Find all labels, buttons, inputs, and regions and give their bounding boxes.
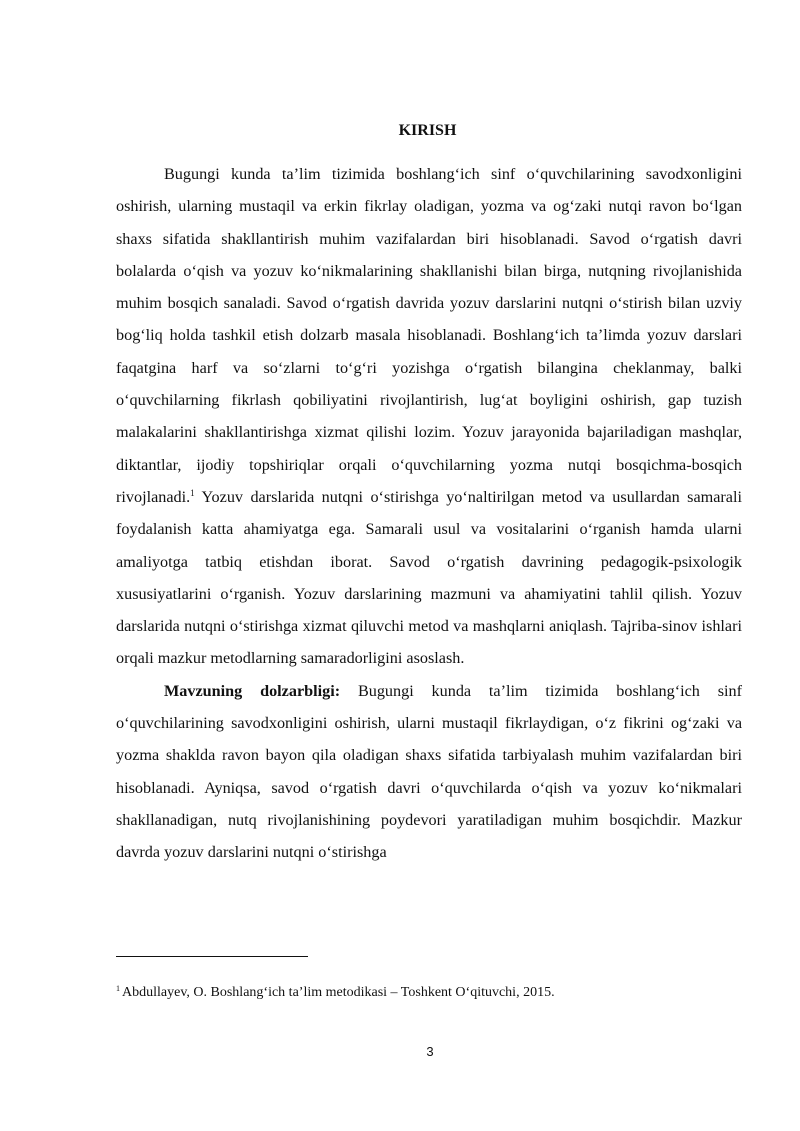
page-number: 3 bbox=[426, 1044, 434, 1059]
footnote-reference[interactable]: 1 bbox=[190, 487, 195, 498]
footnote-text: Abdullayev, O. Boshlang‘ich ta’lim metodikasi – Toshkent O‘qituvchi, 2015. bbox=[122, 985, 555, 1000]
intro-text-continued: Yozuv darslarida nutqni o‘stirishga yo‘naltirilgan metod va usullardan samarali foydalanish katta ahamiyatga ega. Samarali usul va vositalarini o‘rganish hamda ularni amaliyotga tatbiq etishdan iborat. Savod o‘rgatish davrining pedagogik-psixologik xususiyatlarini o‘rganish. Yozuv darslarining mazmuni va ahamiyatini tahlil qilish. Yozuv darslarida nutqni o‘stirishga xizmat qiluvchi metod va mashqlarni aniqlash. Tajriba-sinov ishlari orqali mazkur metodlarning samaradorligini asoslash. bbox=[116, 487, 742, 668]
body-text bbox=[116, 158, 742, 869]
relevance-text: Bugungi kunda ta’lim tizimida boshlang‘ich sinf o‘quvchilarining savodxonligini oshirish, ularni mustaqil fikrlaydigan, o‘z fikrini og‘zaki va yozma shaklda ravon bayon qila oladigan shaxs sifatida tarbiyalash muhim vazifalardan biri hisoblanadi. Ayniqsa, savod o‘rgatish davri o‘quvchilarda o‘qish va yozuv ko‘nikmalari shakllanadigan, nutq rivojlanishining poydevori yaratiladigan muhim bosqichdir. Mazkur davrda yozuv darslarini nutqni o‘stirishga bbox=[116, 681, 742, 862]
section-heading: KIRISH bbox=[398, 122, 457, 139]
intro-paragraph bbox=[116, 158, 742, 675]
footnote-mark: 1 bbox=[116, 984, 120, 993]
footnote-divider bbox=[116, 956, 308, 957]
intro-text: Bugungi kunda ta’lim tizimida boshlang‘ich sinf o‘quvchilarining savodxonligini oshirish, ularning mustaqil va erkin fikrlay oladigan, yozma va og‘zaki nutqi ravon bo‘lgan shaxs sifatida shakllantirish muhim vazifalardan biri hisoblanadi. Savod o‘rgatish davri bolalarda o‘qish va yozuv ko‘nikmalarining shakllanishi bilan birga, nutqning rivojlanishida muhim bosqich sanaladi. Savod o‘rgatish davrida yozuv darslarini nutqni o‘stirish bilan uzviy bog‘liq holda tashkil etish dolzarb masala hisoblanadi. Boshlang‘ich ta’limda yozuv darslari faqatgina harf va so‘zlarni to‘g‘ri yozishga o‘rgatish bilangina cheklanmay, balki o‘quvchilarning fikrlash qobiliyatini rivojlantirish, lug‘at boyligini oshirish, gap tuzish malakalarini shakllantirishga xizmat qilishi lozim. Yozuv jarayonida bajariladigan mashqlar, diktantlar, ijodiy topshiriqlar orqali o‘quvchilarning yozma nutqi bosqichma-bosqich rivojlanadi. bbox=[116, 165, 742, 506]
relevance-paragraph bbox=[116, 675, 742, 869]
relevance-lead: Mavzuning dolzarbligi: bbox=[164, 681, 341, 700]
footnote bbox=[116, 983, 742, 1003]
